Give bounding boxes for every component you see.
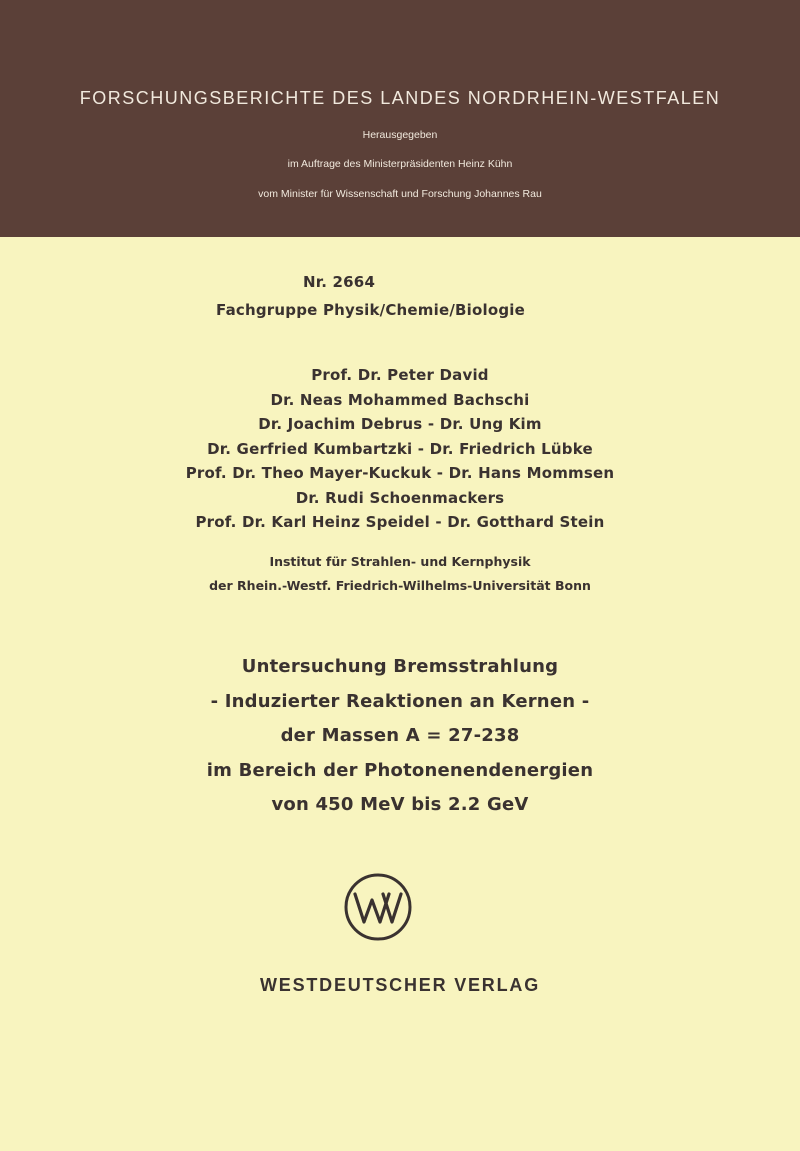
author-line: Prof. Dr. Peter David <box>311 366 489 384</box>
author-list <box>0 363 800 535</box>
series-title: FORSCHUNGSBERICHTE DES LANDES NORDRHEIN-WESTFALEN <box>79 88 721 108</box>
author-line: Dr. Gerfried Kumbartzki - Dr. Friedrich Lübke <box>207 439 593 458</box>
institute-line: der Rhein.-Westf. Friedrich-Wilhelms-Universität Bonn <box>209 578 591 593</box>
report-title <box>0 650 800 823</box>
author-line: Dr. Neas Mohammed Bachschi <box>270 390 530 409</box>
publisher-name: WESTDEUTSCHER VERLAG <box>259 975 540 995</box>
title-line: im Bereich der Photonenendenergien <box>206 759 594 781</box>
title-line: der Massen A = 27-238 <box>280 725 520 746</box>
author-line: Prof. Dr. Karl Heinz Speidel - Dr. Gotthard Stein <box>195 513 605 531</box>
institute-block <box>0 550 800 598</box>
subject-group: Fachgruppe Physik/Chemie/Biologie <box>216 301 525 319</box>
institute-line: Institut für Strahlen- und Kernphysik <box>269 554 531 569</box>
title-line: Untersuchung Bremsstrahlung <box>241 656 559 677</box>
author-line: Prof. Dr. Theo Mayer-Kuckuk - Dr. Hans Mommsen <box>185 464 615 482</box>
wv-monogram-icon <box>343 872 413 942</box>
title-line: - Induzierter Reaktionen an Kernen - <box>210 690 590 712</box>
report-number: Nr. 2664 <box>303 273 376 291</box>
editor-line: im Auftrage des Ministerpräsidenten Heinz Kühn <box>287 158 513 170</box>
editor-line: vom Minister für Wissenschaft und Forschung Johannes Rau <box>258 188 542 200</box>
author-line: Dr. Joachim Debrus - Dr. Ung Kim <box>258 415 542 433</box>
author-line: Dr. Rudi Schoenmackers <box>295 488 505 507</box>
series-header-band <box>0 0 800 237</box>
title-line: von 450 MeV bis 2.2 GeV <box>271 794 529 815</box>
editor-line: Herausgegeben <box>362 129 438 141</box>
